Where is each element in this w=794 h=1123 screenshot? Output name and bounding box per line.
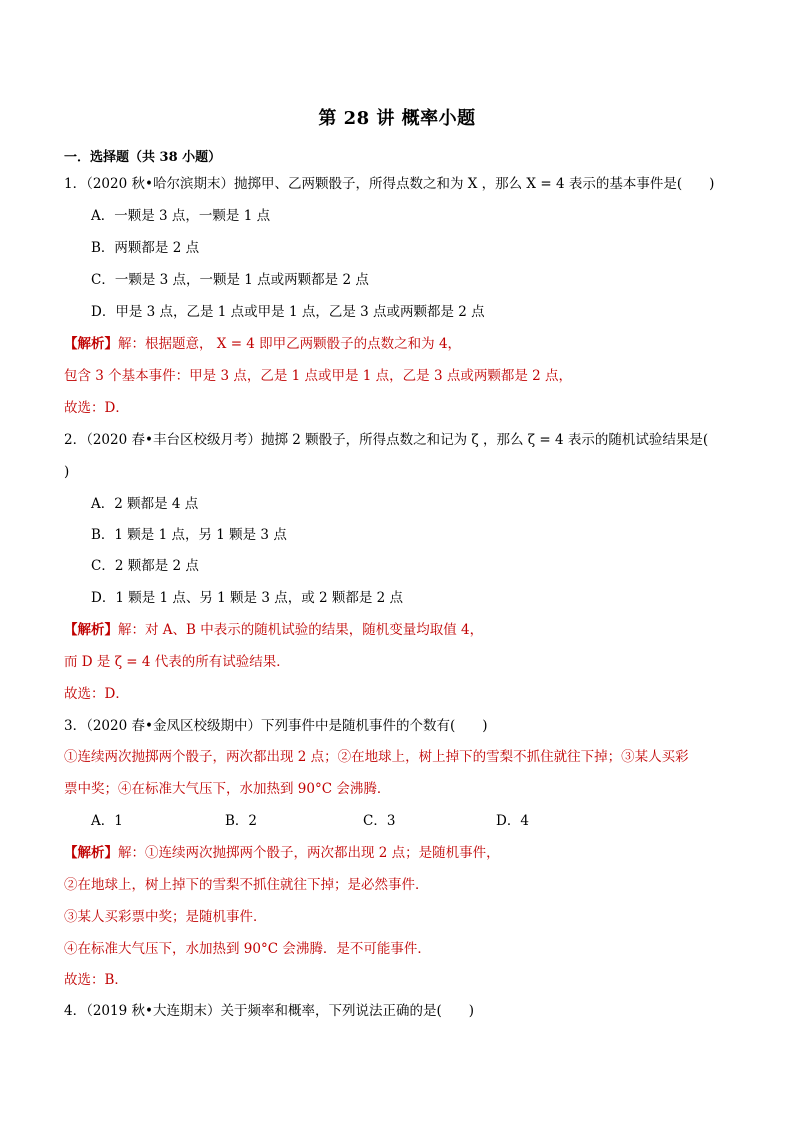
question-3-choice-a: A．1 xyxy=(91,813,123,829)
question-2-analysis-tag: 【解析】 xyxy=(64,622,118,638)
question-3-choice-c: C．3 xyxy=(363,813,396,829)
question-1-stem: 1．（2020 秋•哈尔滨期末）抛掷甲、乙两颗骰子，所得点数之和为 X ，那么 X = 4 表示的基本事件是( ) xyxy=(64,176,715,192)
question-2-option-c: C．2 颗都是 2 点 xyxy=(91,558,199,574)
question-1-analysis-text-1: 解：根据题意， X = 4 即甲乙两颗骰子的点数之和为 4， xyxy=(118,336,462,352)
question-3-choice-d: D．4 xyxy=(496,813,529,829)
question-2-stem-line-1: 2．（2020 春•丰台区校级月考）抛掷 2 颗骰子，所得点数之和记为 ζ ，那么 ζ = 4 表示的随机试验结果是( xyxy=(64,432,709,448)
question-2-stem-line-2: ) xyxy=(64,464,70,480)
question-2-analysis-text-1: 解：对 A、B 中表示的随机试验的结果，随机变量均取值 4， xyxy=(118,622,484,638)
question-3-stem: 3．（2020 春•金凤区校级期中）下列事件中是随机事件的个数有( ) xyxy=(64,718,488,734)
question-1-answer: 故选：D． xyxy=(64,400,129,416)
question-4-stem: 4．（2019 秋•大连期末）关于频率和概率，下列说法正确的是( ) xyxy=(64,1003,474,1019)
question-3-analysis-line-2: ②在地球上，树上掉下的雪梨不抓住就往下掉；是必然事件． xyxy=(64,877,429,893)
question-1-option-b: B．两颗都是 2 点 xyxy=(91,240,200,256)
section-heading: 一．选择题（共 38 小题） xyxy=(64,150,222,165)
question-1-analysis-line-2: 包含 3 个基本事件：甲是 3 点，乙是 1 点或甲是 1 点，乙是 3 点或两颗都是 2 点， xyxy=(64,368,573,384)
question-1-option-d: D．甲是 3 点，乙是 1 点或甲是 1 点，乙是 3 点或两颗都是 2 点 xyxy=(91,304,485,320)
question-3-choice-b: B．2 xyxy=(225,813,258,829)
question-2-analysis-line-2: 而 D 是 ζ = 4 代表的所有试验结果． xyxy=(64,654,290,670)
question-1-option-a: A．一颗是 3 点，一颗是 1 点 xyxy=(91,208,271,224)
question-2-option-b: B．1 颗是 1 点，另 1 颗是 3 点 xyxy=(91,527,287,543)
question-2-option-d: D．1 颗是 1 点、另 1 颗是 3 点，或 2 颗都是 2 点 xyxy=(91,590,404,606)
question-1-analysis-line-1 xyxy=(64,334,461,354)
question-2-analysis-line-1 xyxy=(64,620,483,640)
question-3-analysis-tag: 【解析】 xyxy=(64,845,118,861)
question-3-body-line-1: ①连续两次抛掷两个骰子，两次都出现 2 点；②在地球上，树上掉下的雪梨不抓住就往下掉；③某人买彩 xyxy=(64,749,689,765)
question-1-analysis-tag: 【解析】 xyxy=(64,336,118,352)
question-3-analysis-line-3: ③某人买彩票中奖；是随机事件． xyxy=(64,909,267,925)
question-3-analysis-line-4: ④在标准大气压下，水加热到 90°C 会沸腾．是不可能事件． xyxy=(64,941,431,957)
question-2-answer: 故选：D． xyxy=(64,686,129,702)
question-3-analysis-text-1: 解：①连续两次抛掷两个骰子，两次都出现 2 点；是随机事件， xyxy=(118,845,500,861)
page-title: 第 28 讲 概率小题 xyxy=(318,108,476,129)
question-1-option-c: C．一颗是 3 点，一颗是 1 点或两颗都是 2 点 xyxy=(91,272,369,288)
question-3-body-line-2: 票中奖；④在标准大气压下，水加热到 90°C 会沸腾． xyxy=(64,781,391,797)
question-3-analysis-line-1 xyxy=(64,843,500,863)
question-2-option-a: A．2 颗都是 4 点 xyxy=(91,496,199,512)
question-3-answer: 故选：B． xyxy=(64,972,128,988)
